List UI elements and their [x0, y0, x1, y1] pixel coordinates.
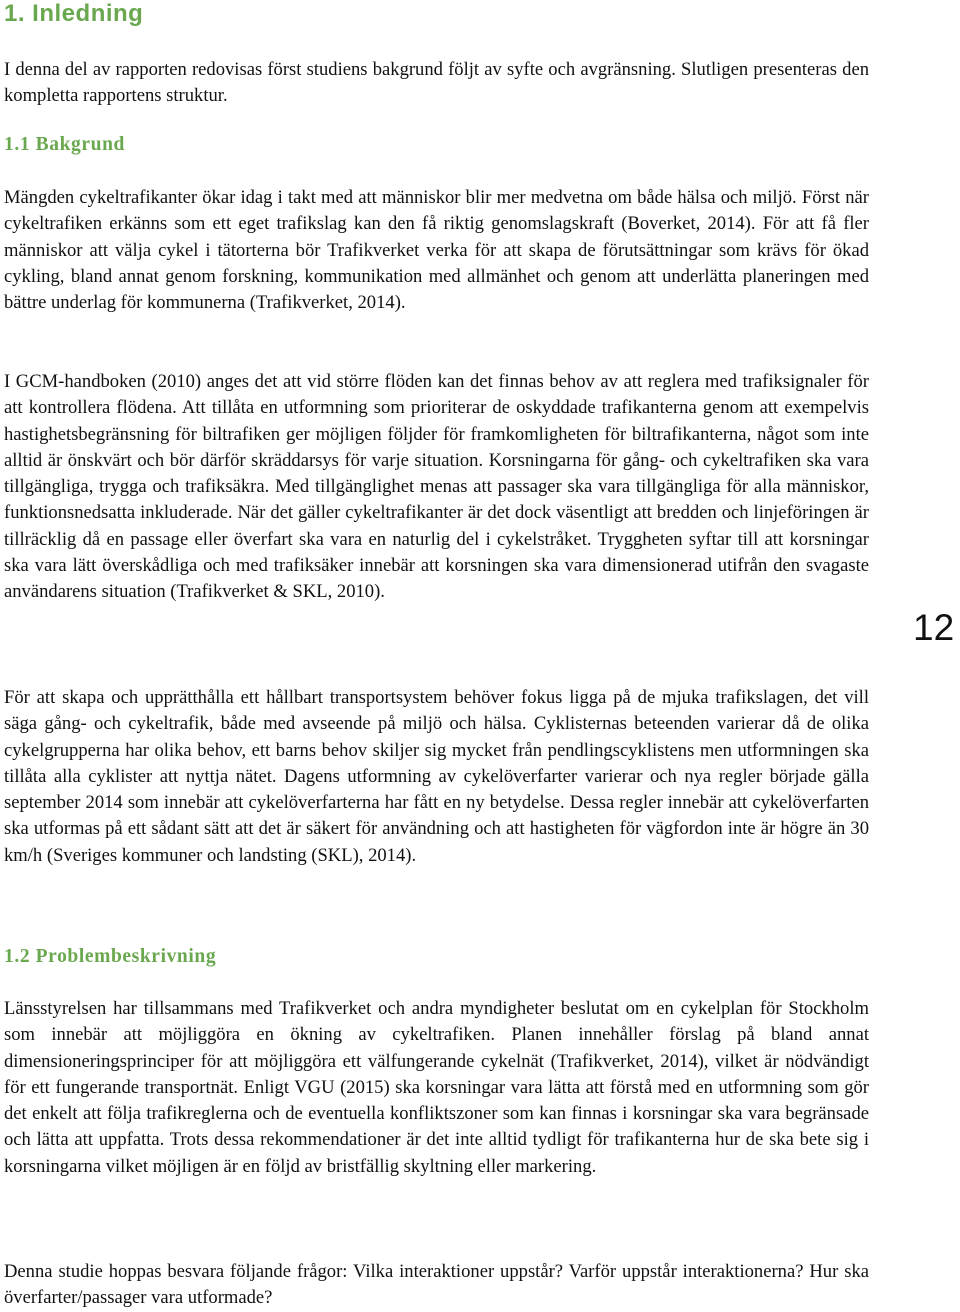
chapter-heading: 1. Inledning: [4, 0, 144, 27]
intro-paragraph: I denna del av rapporten redovisas först studiens bakgrund följt av syfte och avgränsning. Slutligen presenteras den kompletta rapportens struktur.: [4, 59, 869, 107]
page-number: 12: [913, 607, 955, 648]
section-heading-problembeskrivning: 1.2 Problembeskrivning: [4, 946, 217, 967]
problembeskrivning-paragraph-2: Denna studie hoppas besvara följande frågor: Vilka interaktioner uppstår? Varför uppstår interaktionerna? Hur ska överfarter/passager vara utformade?: [4, 1261, 869, 1309]
section-heading-bakgrund: 1.1 Bakgrund: [4, 134, 125, 155]
bakgrund-paragraph-2: I GCM-handboken (2010) anges det att vid större flöden kan det finnas behov av att reglera med trafiksignaler för att kontrollera flödena. Att tillåta en utformning som prioriterar de oskyddade trafikanterna genom att exempelvis hastighetsbegränsning för biltrafiken ger möjligen följder för framkomligheten för biltrafikanterna, något som inte alltid är önskvärt och bör därför skräddarsys för varje situation. Korsningarna för gång- och cykeltrafiken ska vara tillgängliga, trygga och trafiksäkra. Med tillgänglighet menas att passager ska vara tillgängliga för alla människor, funktionsnedsatta inkluderade. När det gäller cykeltrafikanter är det dock väsentligt att bredden och linjeföringen är tillräcklig då en passage eller överfart ska vara en naturlig del i cykelstråket. Tryggheten syftar till att korsningar ska vara lätt överskådliga och med trafiksäker innebär att korsningen ska vara dimensionerad utifrån den svagaste användarens situation (Trafikverket & SKL, 2010).: [4, 371, 869, 603]
bakgrund-paragraph-1: Mängden cykeltrafikanter ökar idag i takt med att människor blir mer medvetna om både hälsa och miljö. Först när cykeltrafiken erkänns som ett eget trafikslag kan den få riktig genomslagskraft (Boverket, 2014). För att få fler människor att välja cykel i tätorterna bör Trafikverket verka för att skapa de förutsättningar som krävs för ökad cykling, bland annat genom forskning, kommunikation med allmänhet och genom att underlätta planeringen med bättre underlag för kommunerna (Trafikverket, 2014).: [4, 187, 869, 314]
bakgrund-paragraph-3: För att skapa och upprätthålla ett hållbart transportsystem behöver fokus ligga på de mjuka trafikslagen, det vill säga gång- och cykeltrafik, både med avseende på miljö och hälsa. Cyklisternas beteenden varierar då de olika cykelgrupperna har olika behov, ett barns behov skiljer sig mycket från pendlingscyklistens men utformningen ska tillåta alla cyklister att nyttja nätet. Dagens utformning av cykelöverfarter varierar och nya regler började gälla september 2014 som innebär att cykelöverfarterna har fått en ny betydelse. Dessa regler innebär att cykelöverfarten ska utformas på ett sådant sätt att det är säkert för användning och att hastigheten för vägfordon inte är högre än 30 km/h (Sveriges kommuner och landsting (SKL), 2014).: [4, 687, 869, 866]
problembeskrivning-paragraph-1: Länsstyrelsen har tillsammans med Trafikverket och andra myndigheter beslutat om en cykelplan för Stockholm som innebär att möjliggöra en ökning av cykeltrafiken. Planen innehåller förslag på bland annat dimensioneringsprinciper för att möjliggöra ett välfungerande cykelnät (Trafikverket, 2014), vilket är nödvändigt för ett fungerande transportnät. Enligt VGU (2015) ska korsningar vara lätta att förstå med en utformning som gör det enkelt att följa trafikreglerna och de eventuella konfliktszoner som kan finnas i korsningar ska vara begränsade och lätta att uppfatta. Trots dessa rekommendationer är det inte alltid tydligt för trafikanterna hur de ska bete sig i korsningarna vilket möjligen är en följd av bristfällig skyltning eller markering.: [4, 998, 869, 1177]
